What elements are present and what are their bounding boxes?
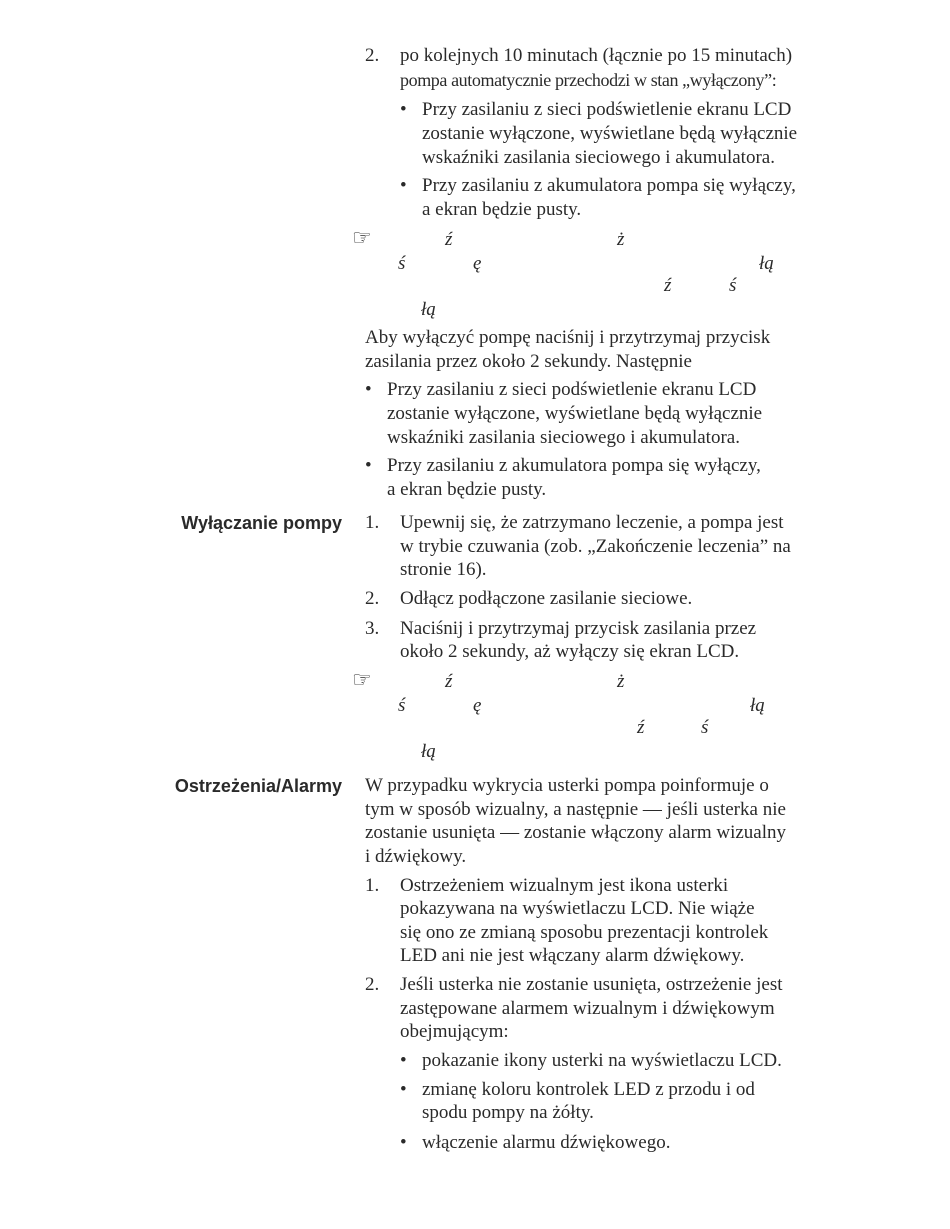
note-fragment: ę bbox=[473, 695, 482, 716]
bullet-icon: • bbox=[400, 1132, 407, 1153]
text-line: Przy zasilaniu z akumulatora pompa się wyłączy, bbox=[422, 175, 796, 196]
text-line: włączenie alarmu dźwiękowego. bbox=[422, 1132, 671, 1153]
text-line: i dźwiękowy. bbox=[365, 846, 467, 867]
note-fragment: ź bbox=[637, 717, 645, 738]
note-fragment: ś bbox=[398, 253, 406, 274]
note-fragment: łą bbox=[421, 741, 436, 762]
text-line: Ostrzeżeniem wizualnym jest ikona usterki bbox=[400, 875, 729, 896]
note-fragment: ś bbox=[701, 717, 709, 738]
text-line: pokazywana na wyświetlaczu LCD. Nie wiąże bbox=[400, 898, 755, 919]
text-line: Przy zasilaniu z sieci podświetlenie ekranu LCD bbox=[387, 379, 757, 400]
section-heading: Ostrzeżenia/Alarmy bbox=[174, 776, 342, 796]
list-number: 1. bbox=[365, 875, 380, 896]
text-line: Odłącz podłączone zasilanie sieciowe. bbox=[400, 588, 693, 609]
text-line: zastępowane alarmem wizualnym i dźwiękowym bbox=[400, 998, 775, 1019]
note-fragment: łą bbox=[759, 253, 774, 274]
text-line: obejmującym: bbox=[400, 1021, 509, 1042]
note-fragment: ż bbox=[617, 671, 625, 692]
text-line: spodu pompy na żółty. bbox=[422, 1102, 594, 1123]
text-line: wskaźniki zasilania sieciowego i akumulatora. bbox=[387, 427, 740, 448]
list-number: 2. bbox=[365, 588, 380, 609]
text-line: pokazanie ikony usterki na wyświetlaczu LCD. bbox=[422, 1050, 782, 1071]
list-number: 2. bbox=[365, 45, 380, 66]
note-fragment: ź bbox=[445, 671, 453, 692]
note-fragment: ś bbox=[729, 275, 737, 296]
note-fragment: łą bbox=[421, 299, 436, 320]
list-number: 2. bbox=[365, 974, 380, 995]
text-line: LED ani nie jest włączany alarm dźwiękowy. bbox=[400, 945, 745, 966]
text-line: zostanie wyłączone, wyświetlane będą wyłącznie bbox=[422, 123, 798, 144]
text-line: a ekran będzie pusty. bbox=[387, 479, 547, 500]
note-fragment: ż bbox=[617, 229, 625, 250]
bullet-icon: • bbox=[365, 379, 372, 400]
bullet-icon: • bbox=[400, 99, 407, 120]
bullet-icon: • bbox=[400, 1079, 407, 1100]
text-line: Upewnij się, że zatrzymano leczenie, a pompa jest bbox=[400, 512, 784, 533]
text-line: zasilania przez około 2 sekundy. Następnie bbox=[365, 351, 692, 372]
text-line: Jeśli usterka nie zostanie usunięta, ostrzeżenie jest bbox=[400, 974, 783, 995]
pointing-hand-icon: ☞ bbox=[352, 667, 372, 692]
text-line: zostanie wyłączone, wyświetlane będą wyłącznie bbox=[387, 403, 763, 424]
text-line: pompa automatycznie przechodzi w stan „wyłączony”: bbox=[400, 70, 777, 90]
note-fragment: ś bbox=[398, 695, 406, 716]
note-fragment: ź bbox=[445, 229, 453, 250]
text-line: tym w sposób wizualny, a następnie — jeśli usterka nie bbox=[365, 799, 786, 820]
section-heading: Wyłączanie pompy bbox=[181, 513, 342, 533]
note-fragment: ź bbox=[664, 275, 672, 296]
text-line: się ono ze zmianą sposobu prezentacji kontrolek bbox=[400, 922, 769, 943]
text-line: zmianę koloru kontrolek LED z przodu i od bbox=[422, 1079, 755, 1100]
text-line: Naciśnij i przytrzymaj przycisk zasilania przez bbox=[400, 618, 757, 639]
text-line: Przy zasilaniu z akumulatora pompa się wyłączy, bbox=[387, 455, 761, 476]
text-line: w trybie czuwania (zob. „Zakończenie leczenia” na bbox=[400, 536, 791, 557]
text-line: Przy zasilaniu z sieci podświetlenie ekranu LCD bbox=[422, 99, 792, 120]
bullet-icon: • bbox=[365, 455, 372, 476]
list-number: 1. bbox=[365, 512, 380, 533]
list-number: 3. bbox=[365, 618, 380, 639]
text-line: zostanie usunięta — zostanie włączony alarm wizualny bbox=[365, 822, 787, 843]
pointing-hand-icon: ☞ bbox=[352, 225, 372, 250]
text-line: około 2 sekundy, aż wyłączy się ekran LCD. bbox=[400, 641, 740, 662]
text-line: po kolejnych 10 minutach (łącznie po 15 minutach) bbox=[400, 45, 793, 66]
text-line: a ekran będzie pusty. bbox=[422, 199, 582, 220]
text-line: Aby wyłączyć pompę naciśnij i przytrzymaj przycisk bbox=[365, 327, 771, 348]
bullet-icon: • bbox=[400, 175, 407, 196]
text-line: W przypadku wykrycia usterki pompa poinformuje o bbox=[365, 775, 769, 796]
text-line: stronie 16). bbox=[400, 559, 487, 580]
text-line: wskaźniki zasilania sieciowego i akumulatora. bbox=[422, 147, 775, 168]
bullet-icon: • bbox=[400, 1050, 407, 1071]
note-fragment: łą bbox=[750, 695, 765, 716]
note-fragment: ę bbox=[473, 253, 482, 274]
